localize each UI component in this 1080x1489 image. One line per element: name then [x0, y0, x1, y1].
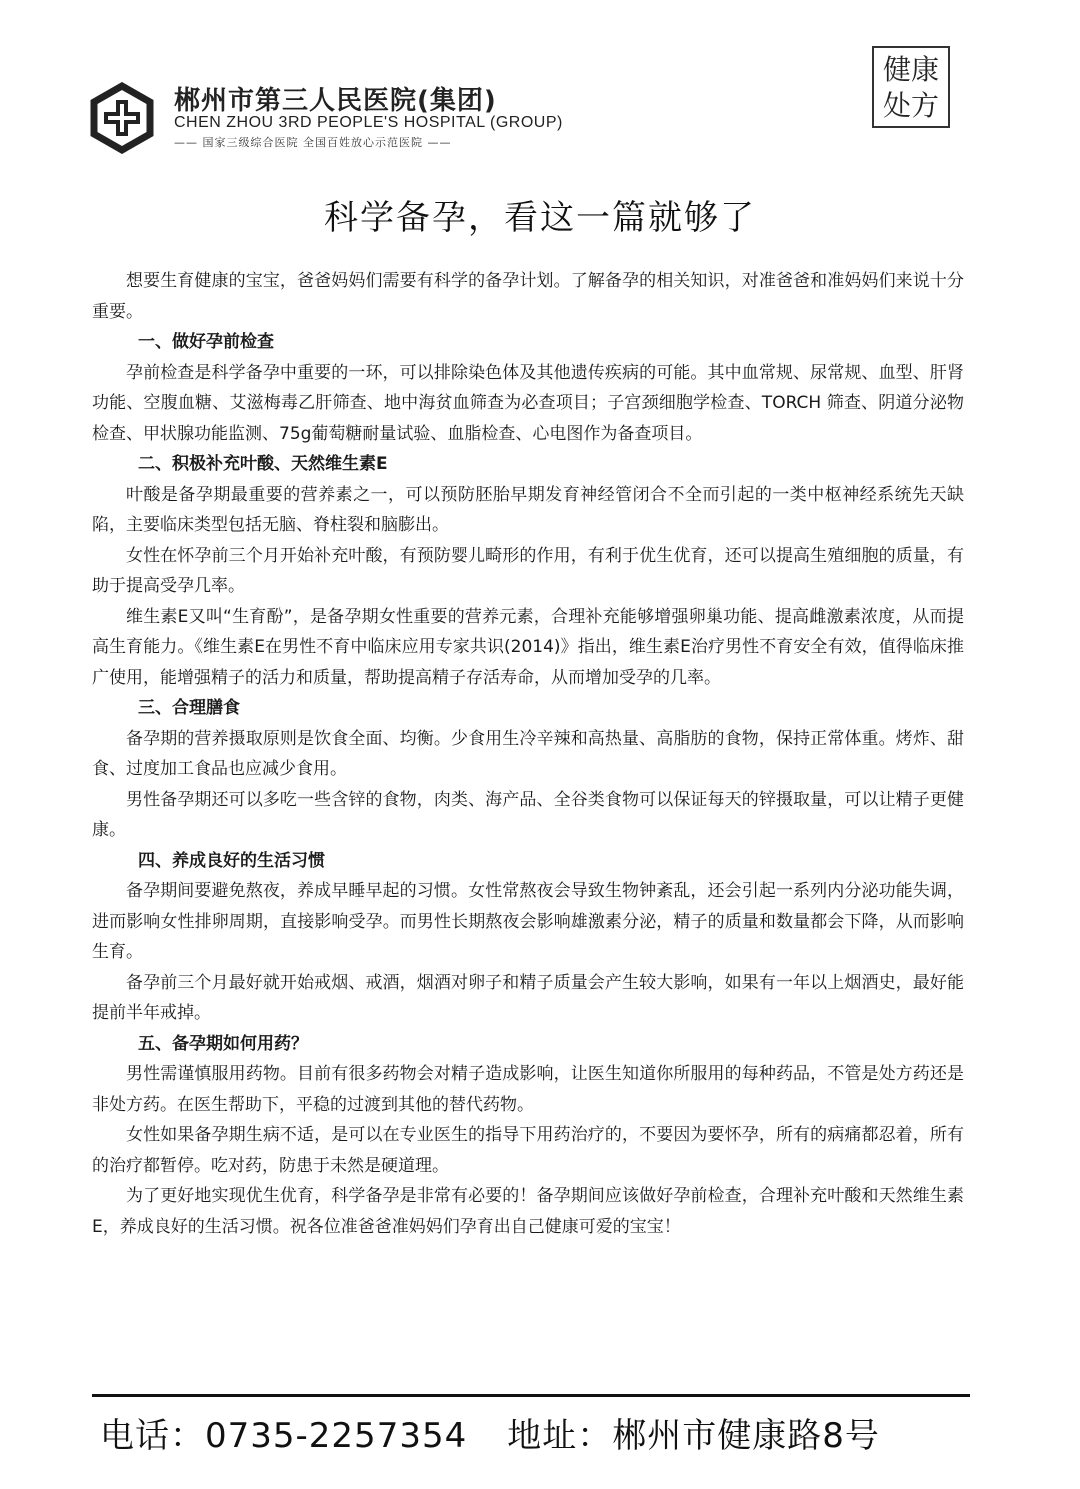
section-paragraph: 女性如果备孕期生病不适，是可以在专业医生的指导下用药治疗的，不要因为要怀孕，所有的病痛都忍着，所有的治疗都暂停。吃对药，防患于未然是硬道理。: [92, 1125, 964, 1176]
hospital-subtitle: —— 国家三级综合医院 全国百姓放心示范医院 ——: [174, 136, 452, 149]
phone-number: 电话：0735-2257354: [100, 1416, 468, 1456]
section-paragraph: 女性在怀孕前三个月开始补充叶酸，有预防婴儿畸形的作用，有利于优生优育，还可以提高生殖细胞的质量，有助于提高受孕几率。: [92, 545, 964, 596]
section-heading: 四、养成良好的生活习惯: [138, 850, 325, 871]
section-heading: 五、备孕期如何用药？: [138, 1033, 308, 1054]
contact-footer: [100, 1408, 980, 1457]
section-paragraph: 叶酸是备孕期最重要的营养素之一，可以预防胚胎早期发育神经管闭合不全而引起的一类中枢神经系统先天缺陷，主要临床类型包括无脑、脊柱裂和脑膨出。: [92, 484, 964, 535]
section-paragraph: 备孕期间要避免熬夜，养成早睡早起的习惯。女性常熬夜会导致生物钟紊乱，还会引起一系列内分泌功能失调，进而影响女性排卵周期，直接影响受孕。而男性长期熬夜会影响雄激素分泌，精子的质量和数量都会下降，从而影响生育。: [92, 881, 964, 962]
section-paragraph: 男性需谨慎服用药物。目前有很多药物会对精子造成影响，让医生知道你所服用的每种药品，不管是处方药还是非处方药。在医生帮助下，平稳的过渡到其他的替代药物。: [92, 1064, 964, 1115]
section-heading: 二、积极补充叶酸、天然维生素E: [138, 454, 388, 474]
hospital-name-cn: 郴州市第三人民医院(集团): [174, 86, 497, 116]
section-paragraph: 孕前检查是科学备孕中重要的一环，可以排除染色体及其他遗传疾病的可能。其中血常规、尿常规、血型、肝肾功能、空腹血糖、艾滋梅毒乙肝筛查、地中海贫血筛查为必查项目；子宫颈细胞学检查、TORCH 筛查、阴道分泌物检查、甲状腺功能监测、75g葡萄糖耐量试验、血脂检查、心电图作为备查项目。: [92, 362, 964, 444]
stamp-line-2: 处方: [882, 89, 939, 122]
section-paragraph: 维生素E又叫“生育酚”，是备孕期女性重要的营养元素，合理补充能够增强卵巢功能、提高雌激素浓度，从而提高生育能力。《维生素E在男性不育中临床应用专家共识(2014)》指出，维生素E治疗男性不育安全有效，值得临床推广使用，能增强精子的活力和质量，帮助提高精子存活寿命，从而增加受孕的几率。: [92, 606, 964, 688]
section-paragraph: 备孕期的营养摄取原则是饮食全面、均衡。少食用生冷辛辣和高热量、高脂肪的食物，保持正常体重。烤炸、甜食、过度加工食品也应减少食用。: [92, 728, 964, 779]
section-paragraph: 为了更好地实现优生优育，科学备孕是非常有必要的！备孕期间应该做好孕前检查，合理补充叶酸和天然维生素E，养成良好的生活习惯。祝各位准爸爸准妈妈们孕育出自己健康可爱的宝宝！: [92, 1186, 964, 1237]
section-paragraph: 男性备孕期还可以多吃一些含锌的食物，肉类、海产品、全谷类食物可以保证每天的锌摄取量，可以让精子更健康。: [92, 789, 964, 840]
stamp-line-1: 健康: [882, 53, 939, 86]
article-body: [92, 266, 964, 1242]
address: 地址：郴州市健康路8号: [507, 1416, 880, 1456]
hospital-name-en: CHEN ZHOU 3RD PEOPLE'S HOSPITAL (GROUP): [174, 114, 563, 131]
hospital-logo-icon: [86, 82, 158, 154]
page-title: 科学备孕，看这一篇就够了: [324, 198, 756, 238]
section-paragraph: 备孕前三个月最好就开始戒烟、戒酒，烟酒对卵子和精子质量会产生较大影响，如果有一年以上烟酒史，最好能提前半年戒掉。: [92, 972, 964, 1023]
intro-paragraph: 想要生育健康的宝宝，爸爸妈妈们需要有科学的备孕计划。了解备孕的相关知识，对准爸爸和准妈妈们来说十分重要。: [92, 271, 964, 322]
health-prescription-stamp: [872, 46, 950, 128]
section-heading: 三、合理膳食: [138, 698, 240, 718]
footer-divider: [92, 1394, 970, 1397]
section-heading: 一、做好孕前检查: [138, 332, 274, 352]
